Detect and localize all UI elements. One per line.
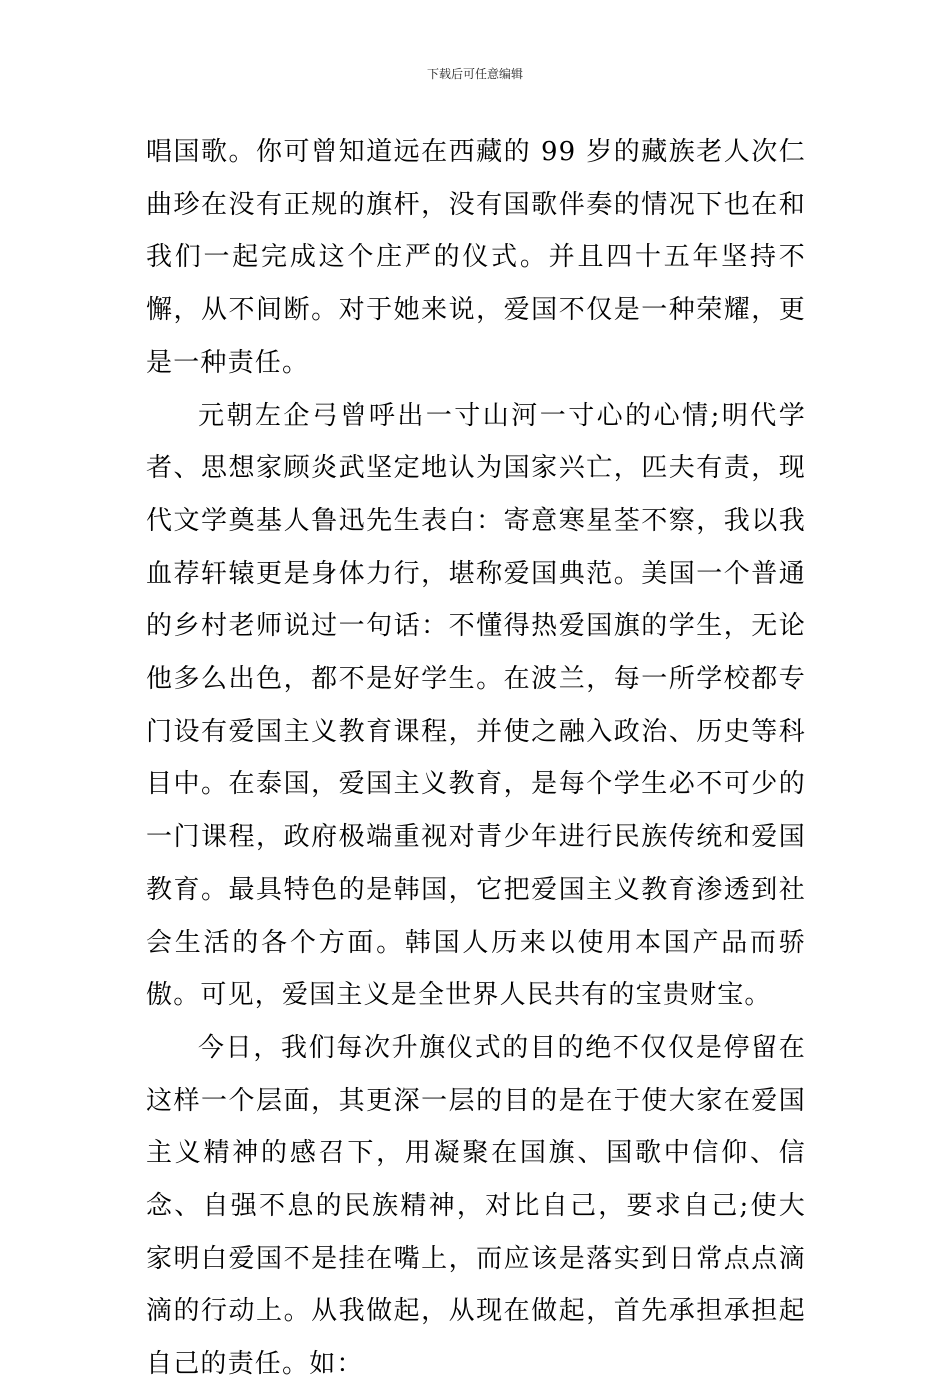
page-header: 下载后可任意编辑 bbox=[426, 67, 523, 81]
paragraph-2: 元朝左企弓曾呼出一寸山河一寸心的心情;明代学者、思想家顾炎武坚定地认为国家兴亡，匹夫有责，现代文学奠基人鲁迅先生表白：寄意寒星荃不察，我以我血荐轩辕更是身体力行，堪称爱国典范。美国一个普通的乡村老师说过一句话：不懂得热爱国旗的学生，无论他多么出色，都不是好学生。在波兰，每一所学校都专门设有爱国主义教育课程，并使之融入政治、历史等科目中。在泰国，爱国主义教育，是每个学生必不可少的一门课程，政府极端重视对青少年进行民族传统和爱国教育。最具特色的是韩国，它把爱国主义教育渗透到社会生活的各个方面。韩国人历来以使用本国产品而骄傲。可见，爱国主义是全世界人民共有的宝贵财宝。 bbox=[146, 400, 806, 1011]
paragraph-3: 今日，我们每次升旗仪式的目的绝不仅仅是停留在这样一个层面，其更深一层的目的是在于使大家在爱国主义精神的感召下，用凝聚在国旗、国歌中信仰、信念、自强不息的民族精神，对比自己，要求自己;使大家明白爱国不是挂在嘴上，而应该是落实到日常点点滴滴的行动上。从我做起，从现在做起，首先承担承担起自己的责任。如： bbox=[146, 1032, 806, 1380]
paragraph-1: 唱国歌。你可曾知道远在西藏的 99 岁的藏族老人次仁曲珍在没有正规的旗杆，没有国歌伴奏的情况下也在和我们一起完成这个庄严的仪式。并且四十五年坚持不懈，从不间断。对于她来说，爱国不仅是一种荣耀，更是一种责任。 bbox=[146, 137, 806, 378]
document-body bbox=[146, 126, 806, 1391]
